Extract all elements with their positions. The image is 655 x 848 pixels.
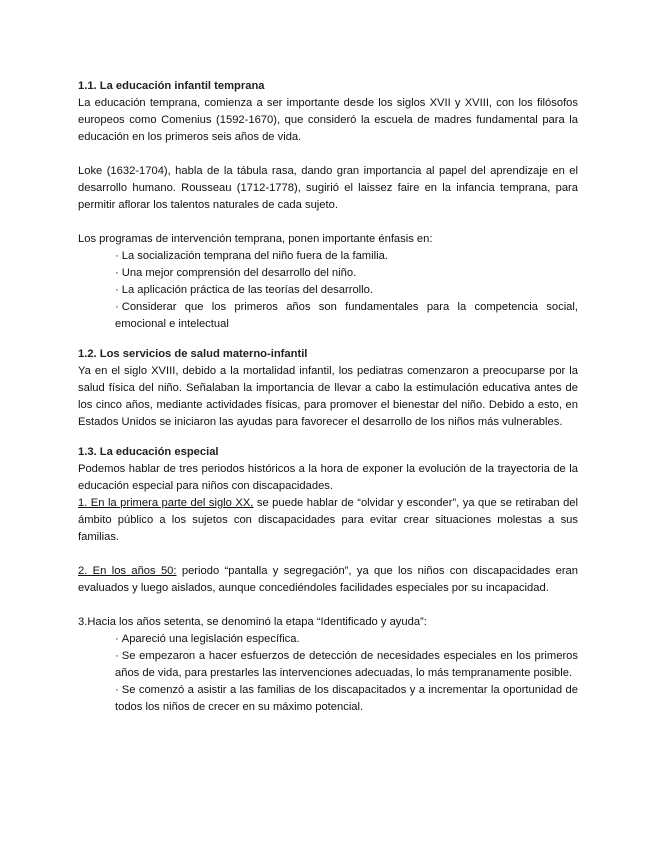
section-heading-early-education: 1.1. La educación infantil temprana <box>78 80 265 92</box>
list-item: · La aplicación práctica de las teorías del desarrollo. <box>115 284 373 296</box>
paragraph: La educación temprana, comienza a ser importante desde los siglos XVII y XVIII, con los filósofos europeos como Comenius (1592-1670), que consideró la escuela de madres fundamental para la educación en los primeros seis años de vida. <box>78 97 578 143</box>
paragraph: Podemos hablar de tres periodos históricos a la hora de exponer la evolución de la trayectoria de la educación especial para niños con discapacidades. <box>78 463 578 492</box>
bullet-icon: · <box>115 684 119 696</box>
paragraph: 1. En la primera parte del siglo XX, se puede hablar de “olvidar y esconder”, ya que se retiraban del ámbito público a los sujetos con discapacidades para evitar crear situaciones molestas a sus familias. <box>78 497 579 543</box>
section-heading-special-education: 1.3. La educación especial <box>78 446 219 458</box>
paragraph: Los programas de intervención temprana, ponen importante énfasis en: <box>78 233 433 245</box>
paragraph: 3.Hacia los años setenta, se denominó la etapa “Identificado y ayuda”: <box>78 616 427 628</box>
paragraph: Loke (1632-1704), habla de la tábula rasa, dando gran importancia al papel del aprendizaje en el desarrollo humano. Rousseau (1712-1778), sugirió el laissez faire en la infancia temprana, para permitir aflorar los talentos naturales de cada sujeto. <box>78 165 578 211</box>
bullet-icon: · <box>115 633 119 645</box>
period-label: 1. En la primera parte del siglo XX, <box>78 497 254 509</box>
list-item: · Apareció una legislación específica. <box>115 633 300 645</box>
bullet-icon: · <box>115 284 119 296</box>
bullet-icon: · <box>115 301 119 313</box>
period-label: 2. En los años 50: <box>78 565 177 577</box>
section-heading-maternal-health: 1.2. Los servicios de salud materno-infantil <box>78 348 308 360</box>
list-item: · Se empezaron a hacer esfuerzos de detección de necesidades especiales en los primeros años de vida, para prestarles las intervenciones adecuadas, lo más tempranamente posible. <box>115 650 578 679</box>
bullet-list <box>78 248 578 333</box>
list-item: · Se comenzó a asistir a las familias de los discapacitados y a incrementar la oportunidad de todos los niños de crecer en su máximo potencial. <box>115 684 578 713</box>
paragraph: 2. En los años 50: periodo “pantalla y segregación”, ya que los niños con discapacidades eran evaluados y luego aislados, aunque concediéndoles facilidades especiales por su incapacidad. <box>78 565 579 594</box>
bullet-icon: · <box>115 650 119 662</box>
bullet-icon: · <box>115 250 119 262</box>
paragraph: Ya en el siglo XVIII, debido a la mortalidad infantil, los pediatras comenzaron a preocuparse por la salud física del niño. Señalaban la importancia de llevar a cabo la estimulación educativa antes de los cinco años, mediante actividades físicas, para promover el bienestar del niño. Debido a esto, en Estados Unidos se iniciaron las ayudas para favorecer el desarrollo de los niños más vulnerables. <box>78 365 578 428</box>
list-item: · La socialización temprana del niño fuera de la familia. <box>115 250 388 262</box>
list-item: · Considerar que los primeros años son fundamentales para la competencia social, emocional e intelectual <box>115 301 578 330</box>
bullet-icon: · <box>115 267 119 279</box>
bullet-list <box>78 631 578 716</box>
list-item: · Una mejor comprensión del desarrollo del niño. <box>115 267 357 279</box>
document-body <box>78 78 578 716</box>
